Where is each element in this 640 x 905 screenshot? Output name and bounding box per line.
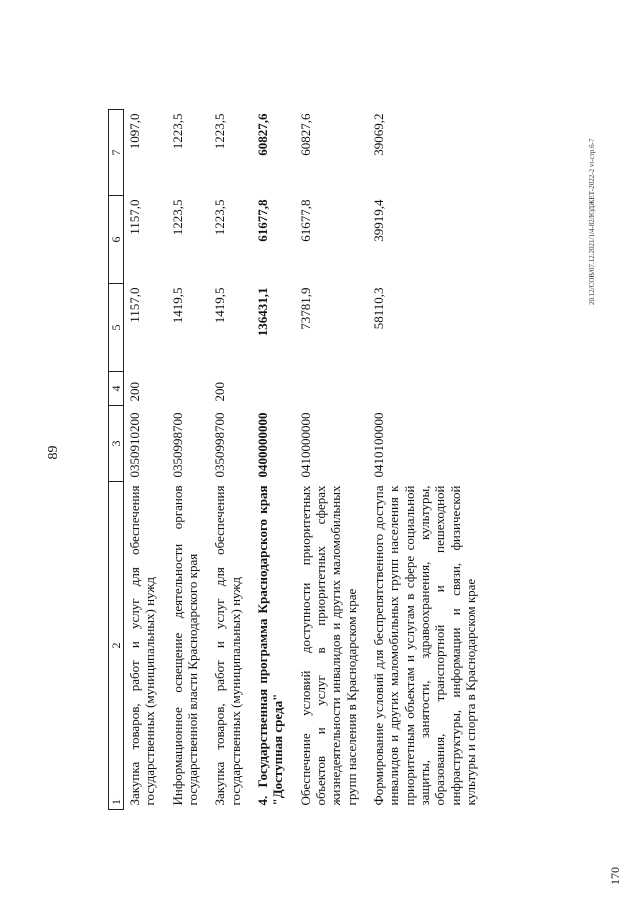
row-value-6: 1223,5 xyxy=(212,199,228,236)
header-col-7: 7 xyxy=(109,110,124,196)
row-value-7: 39069,2 xyxy=(371,113,387,156)
row-value-5: 1157,0 xyxy=(127,287,143,323)
row-description: Обеспечение условий доступности приоритетных объектов и услуг в приоритетных сферах жизнедеятельности инвалидов и других маломобильных групп населения в Краснодарском крае xyxy=(297,485,359,806)
side-page-number: 170 xyxy=(608,867,622,885)
row-vr: 200 xyxy=(212,382,228,402)
row-value-7: 1223,5 xyxy=(212,113,228,150)
program-title: Государственная программа Краснодарского края "Доступная среда" xyxy=(255,485,286,806)
header-col-3: 3 xyxy=(109,406,124,482)
row-code: 0410100000 xyxy=(371,412,387,478)
row-value-5: 73781,9 xyxy=(297,287,313,330)
row-code: 0350998700 xyxy=(212,412,228,478)
row-code: 0410000000 xyxy=(297,412,313,478)
table-row xyxy=(167,110,210,810)
row-value-6: 1223,5 xyxy=(169,199,185,236)
row-vr: 200 xyxy=(127,382,143,402)
row-code: 0400000000 xyxy=(255,412,271,478)
budget-table xyxy=(108,109,487,810)
row-value-6: 39919,4 xyxy=(371,199,387,242)
row-value-5: 136431,1 xyxy=(255,287,271,337)
row-vr xyxy=(252,372,295,406)
row-value-7: 60827,6 xyxy=(255,113,271,156)
row-description: Формирование условий для беспрепятственного доступа инвалидов и других маломобильных групп населения к приоритетным объектам и услугам в сфере социальной защиты, занятости, здравоохранения, культуры, образования, транспортной и пешеходной инфраструктуры, информации и связи, физической культуры и спорта в Краснодарском крае xyxy=(371,485,479,806)
table-row xyxy=(124,110,167,810)
page-number: 89 xyxy=(46,445,61,460)
row-description: Закупка товаров, работ и услуг для обеспечения государственных (муниципальных) нужд xyxy=(127,485,158,806)
header-col-2: 2 xyxy=(109,642,123,649)
row-value-7: 60827,6 xyxy=(297,113,313,156)
row-code: 0350998700 xyxy=(169,412,185,478)
table-row xyxy=(295,110,368,810)
row-value-7: 1223,5 xyxy=(169,113,185,150)
header-cell xyxy=(109,482,124,810)
row-value-5: 1419,5 xyxy=(169,287,185,324)
row-value-6: 61677,8 xyxy=(297,199,313,242)
row-description: Информационное освещение деятельности органов государственной власти Краснодарского края xyxy=(169,485,201,806)
row-value-5: 58110,3 xyxy=(371,287,387,330)
section-number: 4. xyxy=(255,795,271,806)
table-row xyxy=(209,110,252,810)
header-col-5: 5 xyxy=(109,284,124,372)
document-code: 20.12/СОВ/07.12.2021/1/4-82/ЮДЖЕТ-2022-2 vt-стр.6-7 xyxy=(588,138,596,305)
row-code: 0350910200 xyxy=(127,412,143,478)
header-col-6: 6 xyxy=(109,196,124,284)
row-value-6: 1157,0 xyxy=(127,199,143,235)
row-vr xyxy=(167,372,210,406)
row-description: Закупка товаров, работ и услуг для обеспечения государственных (муниципальных) нужд xyxy=(212,485,243,806)
row-value-5: 1419,5 xyxy=(212,287,228,324)
row-description xyxy=(252,482,295,810)
header-col-1: 1 xyxy=(109,799,123,805)
row-value-7: 1097,0 xyxy=(127,113,143,150)
table-row xyxy=(368,110,487,810)
header-row xyxy=(109,110,124,810)
header-col-4: 4 xyxy=(109,372,124,406)
row-vr xyxy=(295,372,368,406)
table-row-program xyxy=(252,110,295,810)
row-vr xyxy=(368,372,487,406)
row-value-6: 61677,8 xyxy=(255,199,271,242)
